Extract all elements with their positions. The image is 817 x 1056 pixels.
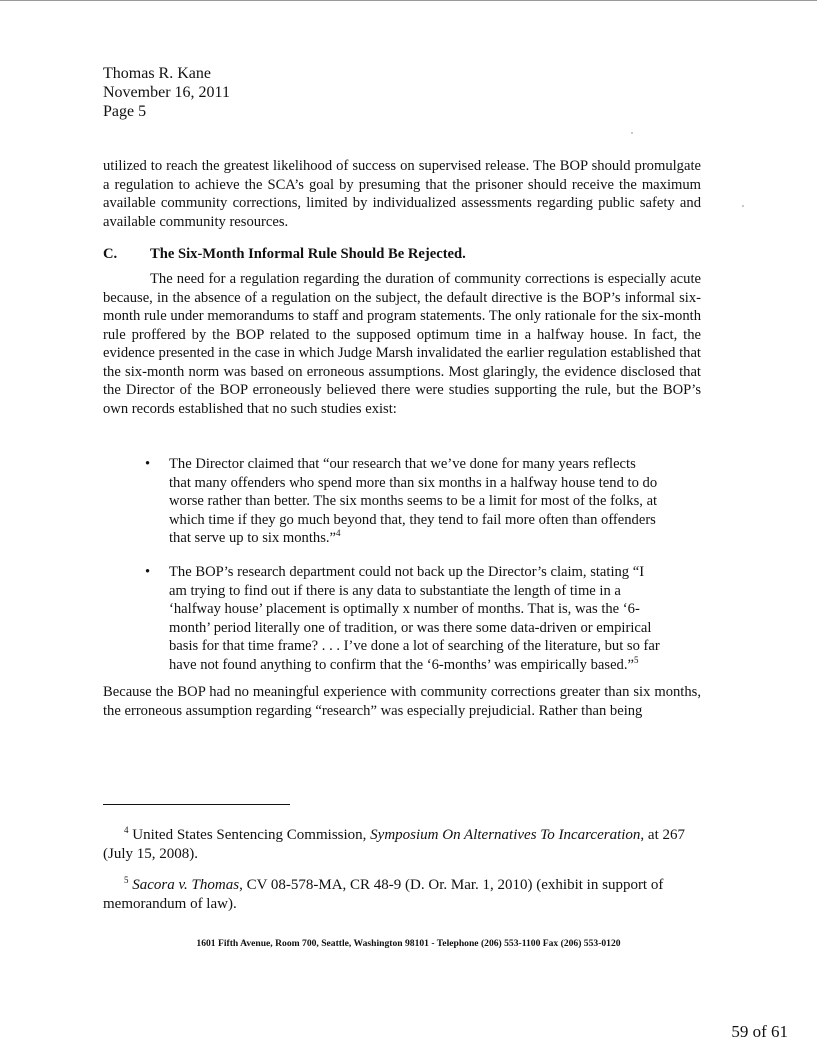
bullet-text: The BOP’s research department could not back up the Director’s claim, stating “I am trying to find out if there is any data to substantiate the length of time in a ‘halfway house’ placement is optimally x number of months. That is, was the ‘6-month’ period literally one of tradition, or was there some data-driven or empirical basis for that time frame? . . . I’ve done a lot of searching of the literature, but so far have not found anything to confirm that the ‘6-months’ was empirically based.” [169, 564, 660, 673]
top-border-line [0, 0, 817, 1]
scan-speck [631, 132, 633, 134]
bullet-text: The Director claimed that “our research that we’ve done for many years reflects that many offenders who spend more than six months in a halfway house tend to do worse rather than better. The six months seems to be a limit for most of the folks, at which time if they go much beyond that, they tend to fail more often than offenders that serve up to six months.” [169, 456, 658, 546]
footnote: $^4$ United States Sentencing Commission, Symposium On Alternatives To Incarceration, at 267 (July 15, 2008). [103, 825, 685, 862]
footnote-separator [103, 804, 290, 805]
citation-title: Symposium On Alternatives To Incarceration [370, 827, 641, 843]
paragraph-continuation: utilized to reach the greatest likelihood of success on supervised release. The BOP should promulgate a regulation to achieve the SCA’s goal by presuming that the prisoner should receive the maximum available community corrections, limited by individualized assessments regarding public safety and available community resources. [103, 158, 701, 230]
bullet-dot: • [145, 456, 151, 472]
case-name: Sacora v. Thomas [132, 877, 240, 893]
bullet-item [145, 455, 660, 548]
footnote-number: 5 [124, 875, 129, 885]
bullet-dot: • [145, 564, 151, 580]
footnote: $^5$ Sacora v. Thomas, CV 08-578-MA, CR 48-9 (D. Or. Mar. 1, 2010) (exhibit in support of memorandum of law). [103, 875, 664, 912]
paragraph-conclusion: Because the BOP had no meaningful experience with community corrections greater than six months, the erroneous assumption regarding “research” was especially prejudicial. Rather than being [103, 684, 701, 719]
letter-date: November 16, 2011 [103, 84, 230, 101]
office-address-footer: 1601 Fifth Avenue, Room 700, Seattle, Washington 98101 - Telephone (206) 553-1100 Fax (206) 553-0120 [196, 938, 621, 949]
letter-header [103, 64, 230, 121]
page-label: Page 5 [103, 103, 147, 120]
section-heading [103, 246, 466, 263]
footnote-ref: 4 [336, 528, 341, 539]
scan-speck [742, 205, 744, 207]
section-label: C. [103, 246, 118, 262]
section-title: The Six-Month Informal Rule Should Be Rejected. [150, 246, 466, 262]
page-count: 59 of 61 [731, 1022, 788, 1041]
bullet-item [145, 563, 660, 674]
paragraph-rationale: The need for a regulation regarding the duration of community corrections is especially acute because, in the absence of a regulation on the subject, the default directive is the BOP’s informal six-month rule under memorandums to staff and program statements. The only rationale for the six-month rule proffered by the BOP related to the supposed optimum time in a halfway house. In fact, the evidence presented in the case in which Judge Marsh invalidated the earlier regulation established that the six-month norm was based on erroneous assumptions. Most glaringly, the evidence disclosed that the Director of the BOP erroneously believed there were studies supporting the rule, but the BOP’s own records established that no such studies exist: [103, 271, 701, 417]
footnote-ref: 5 [633, 654, 639, 665]
footnote-number: 4 [124, 825, 129, 835]
recipient-name: Thomas R. Kane [103, 65, 211, 82]
